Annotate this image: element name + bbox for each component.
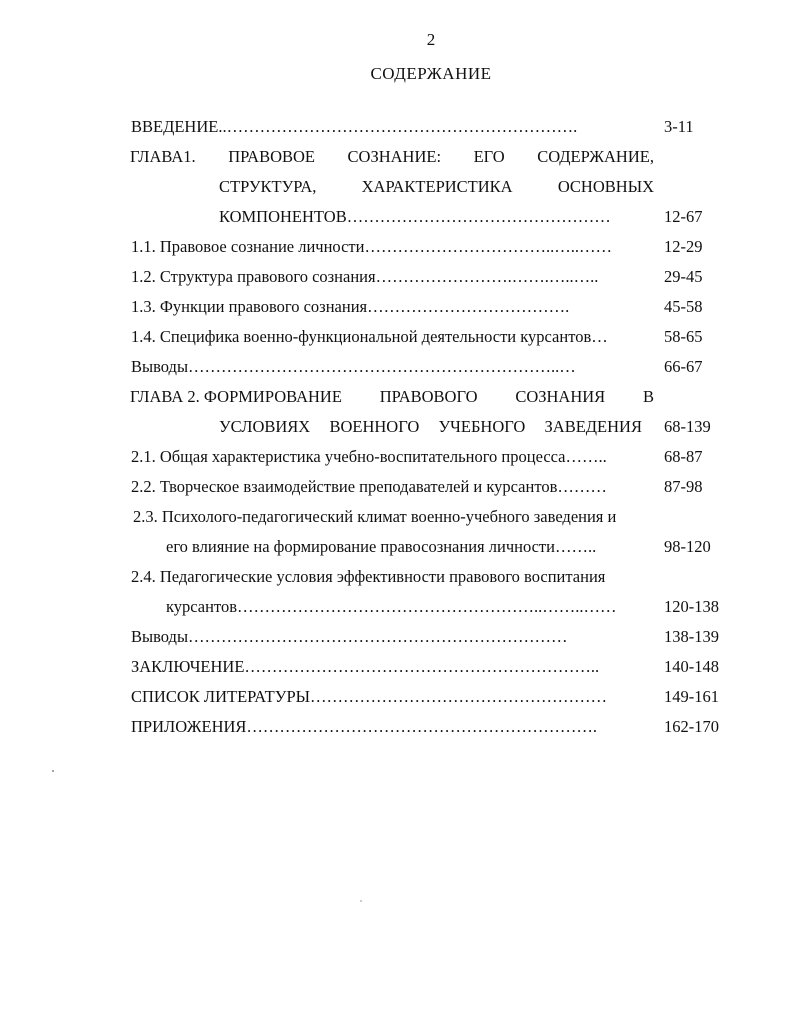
toc-title: СОДЕРЖАНИЕ — [370, 64, 492, 83]
toc-page-1-2: 29-45 — [664, 267, 703, 286]
toc-page-chapter2: 68-139 — [664, 417, 711, 436]
chapter1-word: СТРУКТУРА, — [219, 177, 317, 196]
chapter2-word: ГЛАВА 2. ФОРМИРОВАНИЕ — [130, 387, 342, 406]
toc-page-2-1: 68-87 — [664, 447, 703, 466]
toc-page-1-3: 45-58 — [664, 297, 703, 316]
chapter2-word: СОЗНАНИЯ — [515, 387, 606, 406]
chapter1-word: ХАРАКТЕРИСТИКА — [361, 177, 513, 196]
chapter1-word: СОЗНАНИЕ: — [347, 147, 442, 166]
chapter2-word: В — [642, 387, 654, 406]
chapter1-word: ГЛАВА1. — [130, 147, 196, 166]
toc-page-2-2: 87-98 — [664, 477, 703, 496]
scan-speck — [360, 900, 362, 902]
toc-page-conclusion: 140-148 — [664, 657, 719, 676]
toc-entry-2-4-line2: курсантов………………………………………………..……..…… — [166, 597, 617, 616]
toc-page-1-1: 12-29 — [664, 237, 703, 256]
toc-entry-conclusions-2: Выводы…………………………………………………………… — [131, 627, 568, 646]
toc-entry-1-3: 1.3. Функции правового сознания………………………………. — [131, 297, 570, 316]
toc-entry-2-4-line1: 2.4. Педагогические условия эффективности правового воспитания — [131, 567, 606, 586]
toc-page-intro: 3-11 — [664, 117, 694, 136]
toc-page-2-4: 120-138 — [664, 597, 719, 616]
toc-entry-1-4: 1.4. Специфика военно-функциональной деятельности курсантов… — [131, 327, 608, 346]
toc-entry-intro: ВВЕДЕНИЕ..………………………………………………………. — [131, 117, 578, 136]
toc-entry-conclusion: ЗАКЛЮЧЕНИЕ……………………………………………………….. — [131, 657, 600, 676]
toc-page-conclusions-1: 66-67 — [664, 357, 703, 376]
toc-entry-2-2: 2.2. Творческое взаимодействие преподавателей и курсантов……… — [131, 477, 607, 496]
toc-page-1-4: 58-65 — [664, 327, 703, 346]
toc-page-chapter1: 12-67 — [664, 207, 703, 226]
scan-speck — [52, 770, 54, 772]
toc-chapter1-line1 — [130, 147, 654, 167]
chapter1-word: ОСНОВНЫХ — [557, 177, 654, 196]
toc-entry-2-1: 2.1. Общая характеристика учебно-воспитательного процесса…….. — [131, 447, 607, 466]
toc-chapter2-line2 — [219, 417, 642, 437]
toc-chapter1-line2 — [219, 177, 654, 197]
page-number: 2 — [426, 30, 436, 49]
chapter2-word: УЧЕБНОГО — [438, 417, 526, 436]
toc-page-conclusions-2: 138-139 — [664, 627, 719, 646]
toc-chapter1-line3: КОМПОНЕНТОВ………………………………………… — [219, 207, 611, 226]
toc-entry-appendices: ПРИЛОЖЕНИЯ………………………………………………………. — [131, 717, 598, 736]
toc-entry-conclusions-1: Выводы…………………………………………………………..… — [131, 357, 576, 376]
toc-page-appendices: 162-170 — [664, 717, 719, 736]
toc-entry-2-3-line2: его влияние на формирование правосознания личности…….. — [166, 537, 597, 556]
chapter1-word: СОДЕРЖАНИЕ, — [537, 147, 654, 166]
toc-chapter2-line1 — [130, 387, 654, 407]
toc-entry-1-1: 1.1. Правовое сознание личности……………………………..…..…… — [131, 237, 612, 256]
chapter1-word: ПРАВОВОЕ — [228, 147, 316, 166]
chapter2-word: ПРАВОВОГО — [379, 387, 478, 406]
toc-page-references: 149-161 — [664, 687, 719, 706]
toc-page-2-3: 98-120 — [664, 537, 711, 556]
toc-entry-references: СПИСОК ЛИТЕРАТУРЫ……………………………………………… — [131, 687, 608, 706]
chapter1-word: ЕГО — [473, 147, 505, 166]
chapter2-word: ЗАВЕДЕНИЯ — [544, 417, 642, 436]
toc-entry-2-3-line1: 2.3. Психолого-педагогический климат военно-учебного заведения и — [133, 507, 617, 526]
toc-entry-1-2: 1.2. Структура правового сознания…………………….…….…..….. — [131, 267, 599, 286]
chapter2-word: УСЛОВИЯХ — [219, 417, 311, 436]
chapter2-word: ВОЕННОГО — [329, 417, 420, 436]
